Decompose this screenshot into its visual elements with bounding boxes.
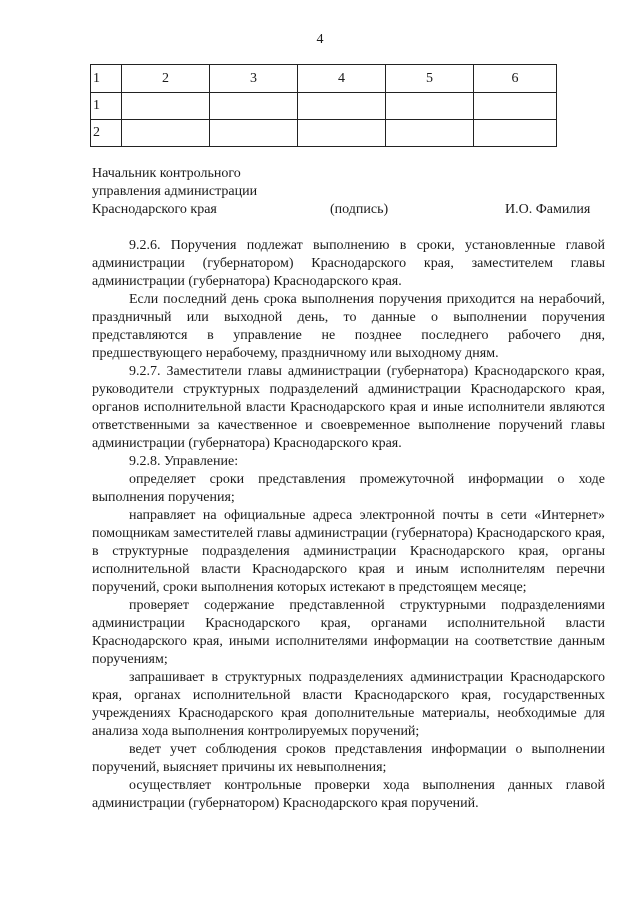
table-cell bbox=[298, 120, 386, 147]
table-header-cell: 3 bbox=[210, 65, 298, 93]
document-body bbox=[92, 237, 605, 813]
paragraph: запрашивает в структурных подразделениях администрации Краснодарского края, органах исполнительной власти Краснодарского края, государственных учреждениях Краснодарского края дополнительные материалы, необходимые для анализа хода выполнения контролируемых поручений; bbox=[92, 670, 605, 739]
table-header-cell: 5 bbox=[386, 65, 474, 93]
paragraph: направляет на официальные адреса электронной почты в сети «Интернет» помощникам заместителей главы администрации (губернатора) Краснодарского края, в структурные подразделения администрации Краснодарского края, органы исполнительной власти Краснодарского края и иным исполнителям перечни поручений, сроки выполнения которых истекают в предстоящем месяце; bbox=[92, 508, 605, 595]
paragraph: 9.2.7. Заместители главы администрации (губернатора) Краснодарского края, руководители структурных подразделений администрации Краснодарского края, органов исполнительной власти Краснодарского края и иные исполнители являются ответственными за качественное и своевременное выполнение поручений главы администрации (губернатора) Краснодарского края. bbox=[92, 364, 605, 451]
signature-position-line: управления администрации bbox=[92, 184, 258, 199]
signature-block bbox=[92, 165, 612, 219]
page-number: 4 bbox=[316, 32, 324, 47]
table-header-cell: 4 bbox=[298, 65, 386, 93]
table-cell bbox=[122, 120, 210, 147]
table-cell bbox=[298, 93, 386, 120]
signature-row bbox=[92, 201, 612, 219]
signatory-name: И.О. Фамилия bbox=[505, 202, 591, 217]
table-cell bbox=[474, 120, 557, 147]
paragraph: проверяет содержание представленной структурными подразделениями администрации Краснодарского края, органами исполнительной власти Краснодарского края, иными исполнителями информации на соответствие данным поручениям; bbox=[92, 598, 605, 667]
paragraph: ведет учет соблюдения сроков представления информации о выполнении поручений, выясняет причины их невыполнения; bbox=[92, 742, 605, 775]
table-row bbox=[91, 93, 557, 120]
table-header-cell: 1 bbox=[91, 65, 122, 93]
table-cell bbox=[210, 120, 298, 147]
table-cell: 1 bbox=[91, 93, 122, 120]
table-header-cell: 2 bbox=[122, 65, 210, 93]
table-header-cell: 6 bbox=[474, 65, 557, 93]
signature-position-line: Краснодарского края bbox=[92, 202, 217, 217]
table-header-row bbox=[91, 65, 557, 93]
paragraph: осуществляет контрольные проверки хода выполнения данных главой администрации (губернатором) Краснодарского края поручений. bbox=[92, 778, 605, 811]
form-table bbox=[90, 64, 557, 147]
signature-position-line: Начальник контрольного bbox=[92, 166, 241, 181]
table-cell bbox=[386, 93, 474, 120]
table-row bbox=[91, 120, 557, 147]
table-cell bbox=[474, 93, 557, 120]
table-cell bbox=[210, 93, 298, 120]
paragraph: Если последний день срока выполнения поручения приходится на нерабочий, праздничный или выходной день, то данные о выполнении поручения представляются в управление не позднее последнего рабочего дня, предшествующего нерабочему, праздничному или выходному дням. bbox=[92, 292, 605, 361]
paragraph: определяет сроки представления промежуточной информации о ходе выполнения поручения; bbox=[92, 472, 605, 505]
paragraph: 9.2.6. Поручения подлежат выполнению в сроки, установленные главой администрации (губернатором) Краснодарского края, заместителем главы администрации (губернатора) Краснодарского края. bbox=[92, 238, 605, 289]
table-cell bbox=[386, 120, 474, 147]
table-cell bbox=[122, 93, 210, 120]
paragraph: 9.2.8. Управление: bbox=[129, 454, 239, 469]
table-cell: 2 bbox=[91, 120, 122, 147]
signature-label: (подпись) bbox=[330, 202, 389, 217]
